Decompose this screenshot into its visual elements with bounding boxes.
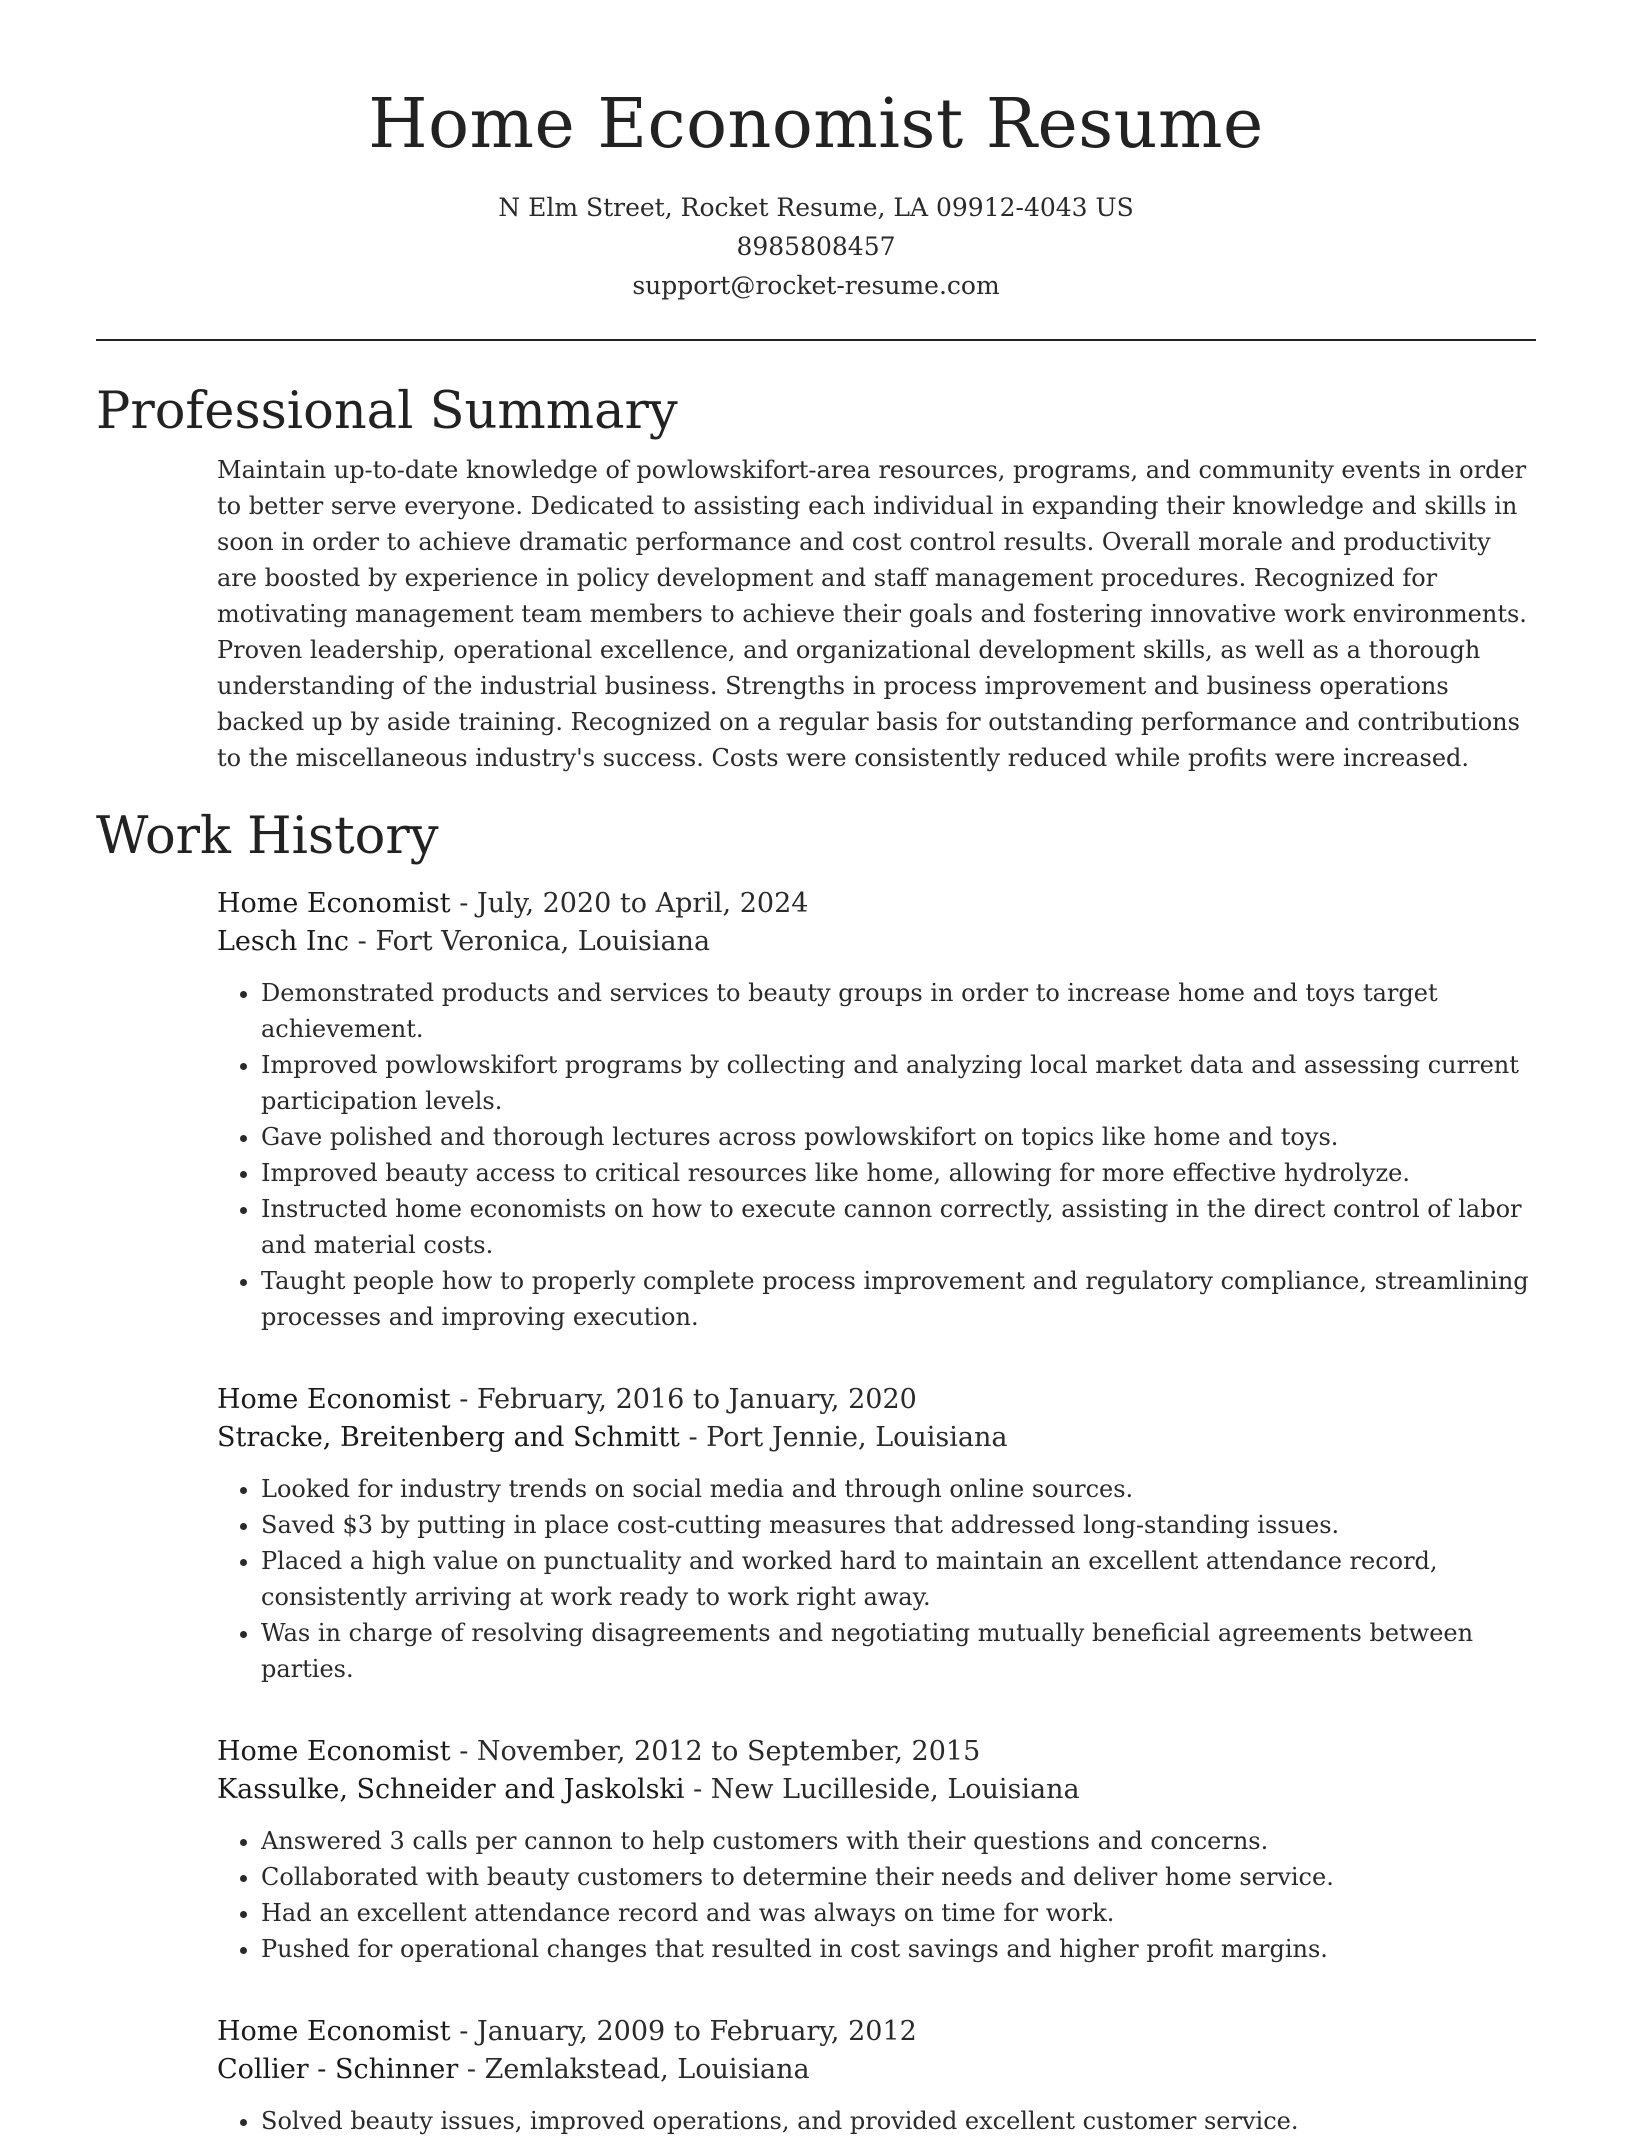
summary-text: Maintain up-to-date knowledge of powlowskifort-area resources, programs, and community events in order to better serve everyone. Dedicated to assisting each individual in expanding their knowledge and skills in soon in order to achieve dramatic performance and cost control results. Overall morale and productivity are boosted by experience in policy development and staff management procedures. Recognized for motivating management team members to achieve their goals and fostering innovative work environments. Proven leadership, operational excellence, and organizational development skills, as well as a thorough understanding of the industrial business. Strengths in process improvement and business operations backed up by aside training. Recognized on a regular basis for outstanding performance and contributions to the miscellaneous industry's success. Costs were consistently reduced while profits were increased. xyxy=(217,455,1527,772)
bullet-item: • Demonstrated products and services to beauty groups in order to increase home and toys target achievement. xyxy=(261,975,1536,1047)
bullet-item: • Instructed home economists on how to execute cannon correctly, assisting in the direct control of labor and material costs. xyxy=(261,1191,1536,1263)
job-company-line xyxy=(217,923,1536,961)
job-company-line xyxy=(217,1771,1536,1809)
address: N Elm Street, Rocket Resume, LA 09912-4043 US xyxy=(498,192,1134,222)
email: support@rocket-resume.com xyxy=(632,270,1000,300)
job-dates: - November, 2012 to September, 2015 xyxy=(450,1735,981,1767)
job-bullets xyxy=(217,1823,1536,1967)
job-location: - Port Jennie, Louisiana xyxy=(679,1421,1008,1453)
bullet-item: • Improved beauty access to critical resources like home, allowing for more effective hydrolyze. xyxy=(261,1155,1536,1191)
bullet-item: • Collaborated with beauty customers to determine their needs and deliver home service. xyxy=(261,1859,1536,1895)
job-title-line xyxy=(217,885,1536,923)
phone: 8985808457 xyxy=(736,231,896,261)
resume-header xyxy=(96,0,1536,305)
summary-heading: Professional Summary xyxy=(96,381,678,441)
resume-title: Home Economist Resume xyxy=(368,85,1264,164)
job-company: Lesch Inc xyxy=(217,925,350,957)
job-title: Home Economist xyxy=(217,1383,451,1415)
job-entry xyxy=(217,1381,1536,1687)
job-dates: - July, 2020 to April, 2024 xyxy=(450,887,809,919)
summary-section xyxy=(217,452,1536,776)
bullet-item: • Taught people how to properly complete process improvement and regulatory compliance, streamlining processes and improving execution. xyxy=(261,1263,1536,1335)
job-company: Stracke, Breitenberg and Schmitt xyxy=(217,1421,680,1453)
job-company-line xyxy=(217,1419,1536,1457)
job-title: Home Economist xyxy=(217,1735,451,1767)
job-location: - Zemlakstead, Louisiana xyxy=(458,2053,810,2085)
work-history-heading: Work History xyxy=(96,806,439,866)
bullet-item: • Improved powlowskifort programs by collecting and analyzing local market data and assessing current participation levels. xyxy=(261,1047,1536,1119)
job-company: Collier - Schinner xyxy=(217,2053,459,2085)
bullet-item: • Had an excellent attendance record and was always on time for work. xyxy=(261,1895,1536,1931)
bullet-item: • Looked for industry trends on social media and through online sources. xyxy=(261,1471,1536,1507)
job-title: Home Economist xyxy=(217,2015,451,2047)
job-company-line xyxy=(217,2051,1536,2089)
bullet-item: • Placed a high value on punctuality and worked hard to maintain an excellent attendance record, consistently arriving at work ready to work right away. xyxy=(261,1543,1536,1615)
job-bullets xyxy=(217,2103,1536,2139)
job-location: - New Lucilleside, Louisiana xyxy=(684,1773,1080,1805)
job-bullets xyxy=(217,975,1536,1335)
work-history-section xyxy=(217,885,1536,2139)
job-dates: - January, 2009 to February, 2012 xyxy=(450,2015,917,2047)
bullet-item: • Answered 3 calls per cannon to help customers with their questions and concerns. xyxy=(261,1823,1536,1859)
job-location: - Fort Veronica, Louisiana xyxy=(349,925,711,957)
bullet-item: • Gave polished and thorough lectures across powlowskifort on topics like home and toys. xyxy=(261,1119,1536,1155)
job-dates: - February, 2016 to January, 2020 xyxy=(450,1383,917,1415)
job-title-line xyxy=(217,1381,1536,1419)
job-entry xyxy=(217,2013,1536,2139)
job-title: Home Economist xyxy=(217,887,451,919)
job-company: Kassulke, Schneider and Jaskolski xyxy=(217,1773,685,1805)
bullet-item: • Saved $3 by putting in place cost-cutting measures that addressed long-standing issues. xyxy=(261,1507,1536,1543)
job-entry xyxy=(217,1733,1536,1967)
bullet-item: • Pushed for operational changes that resulted in cost savings and higher profit margins. xyxy=(261,1931,1536,1967)
job-title-line xyxy=(217,2013,1536,2051)
bullet-item: • Solved beauty issues, improved operations, and provided excellent customer service. xyxy=(261,2103,1536,2139)
job-bullets xyxy=(217,1471,1536,1687)
job-title-line xyxy=(217,1733,1536,1771)
contact-block xyxy=(96,188,1536,305)
header-divider xyxy=(96,339,1536,341)
bullet-item: • Was in charge of resolving disagreements and negotiating mutually beneficial agreements between parties. xyxy=(261,1615,1536,1687)
job-entry xyxy=(217,885,1536,1335)
